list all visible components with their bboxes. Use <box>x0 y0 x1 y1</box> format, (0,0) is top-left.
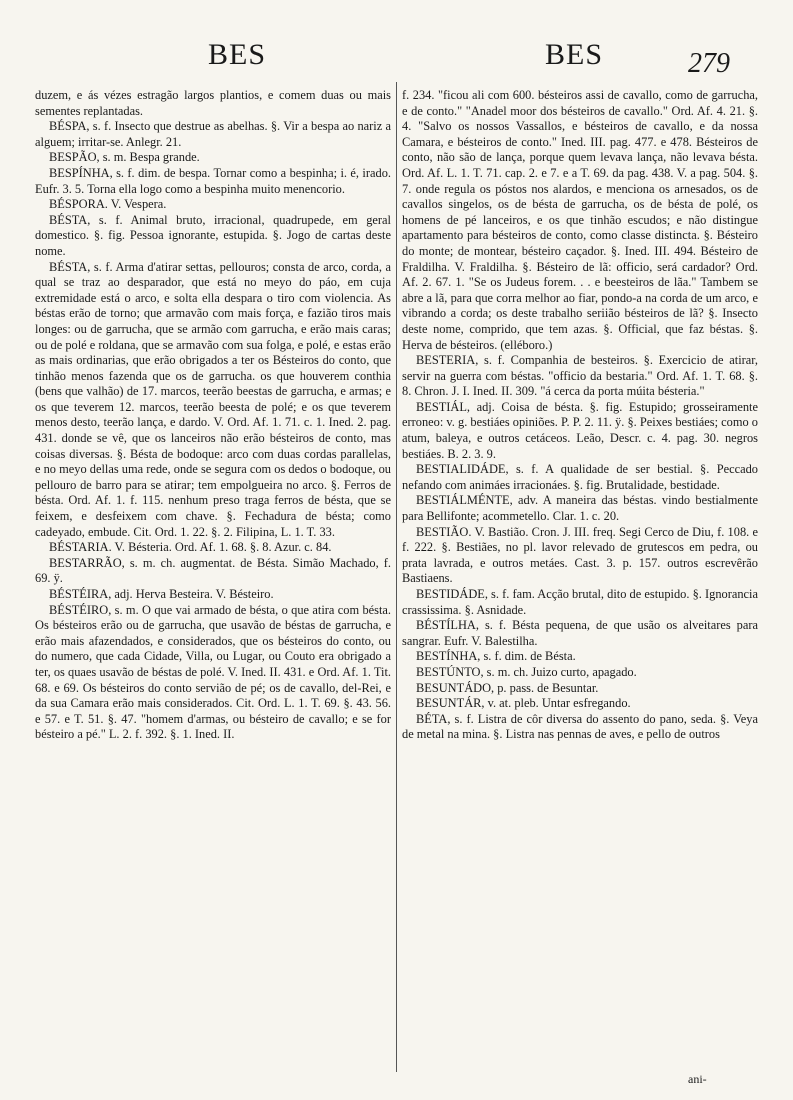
entry: BESTARRÃO, s. m. ch. augmentat. de Bésta. Simão Machado, f. 69. ÿ. <box>35 555 391 586</box>
entry: BESUNTÁR, v. at. pleb. Untar esfregando. <box>416 696 631 711</box>
entry: BÉSTA, s. f. Arma d'atirar settas, pellouros; consta de arco, corda, a qual se traz ao desparador, que está no meyo do páo, em cuja extremidade está o arco, e solta ella despara o tiro com violencia. As béstas erão de torno; que armavão com mais força, e fazião tiros mais longes: ou de garrucha, que se armão com garrucha, e erão mais caras; ou de polé e roldana, que se armavão com sua folga, e polé, e estas erão as mais ordinarias, que erão obrigados a ter os Bésteiros do conto, que tinhão menos fazenda que os de garrucha. os que houverem conthia (bens que valhão) de 17. marcos, teerão beestas de garrucha, e armas; e os que teverem 12. marcos, teerão beesta de polé; e os que teverem menos desto, teerão lança, e dardo. V. Ord. Af. 1. 71. c. 1. Ined. 2. pag. 431. donde se vê, que os lanceiros não erão bésteiros de conto, mas coisas diversas. §. Bésta de bodoque: arco com duas cordas parallelas, e no meyo dellas uma rede, onde se segura com os dedos o bodoque, ou pellouro de barro para se atirar; tem empolgueira no arco. §. Ferros de bésta. Ord. Af. 1. f. 115. nenhum preso traga ferros de bésta, que se feixem, e desfeixem com chave. §. Fechadura de bésta; como cadeyado, embude. Cit. Ord. 1. 22. §. 2. Filipina, L. 1. T. 33. <box>35 259 391 539</box>
entry: BESTIÁLMÉNTE, adv. A maneira das béstas. vindo bestialmente para Bellifonte; acommetello. Clar. 1. c. 20. <box>402 493 758 524</box>
entry: BÉSTA, s. f. Animal bruto, irracional, quadrupede, em geral domestico. §. fig. Pessoa ignorante, estupida. §. Jogo de cartas deste nome. <box>35 212 391 258</box>
entry: BESTIÃO. V. Bastião. Cron. J. III. freq. Segi Cerco de Diu, f. 108. e f. 222. §. Bestiães, no pl. lavor relevado de grutescos em pedra, ou prata lavrada, e outros metáes. Cast. 3. p. 157. outros escrevêrão Bastiaens. <box>402 524 758 586</box>
entry: BÉSTÍLHA, s. f. Bésta pequena, de que usão os alveitares para sangrar. Eufr. V. Balestilha. <box>402 618 758 648</box>
entry: BESTÚNTO, s. m. ch. Juizo curto, apagado. <box>416 664 637 679</box>
entry: BESTIDÁDE, s. f. fam. Acção brutal, dito de estupido. §. Ignorancia crassissima. §. Asnidade. <box>402 587 758 617</box>
entry: BÉSTARIA. V. Bésteria. Ord. Af. 1. 68. §. 8. Azur. c. 84. <box>49 540 332 555</box>
catchword: ani- <box>688 1072 707 1086</box>
right-running-head: BES <box>545 38 604 71</box>
entry: BÉTA, s. f. Listra de côr diversa do assento do pano, seda. §. Veya de metal na mina. §. Listra nas pennas de aves, e pello de outros <box>402 711 758 742</box>
entry: BESPÃO, s. m. Bespa grande. <box>49 150 200 165</box>
page-number: 279 <box>688 48 730 79</box>
entry: BESUNTÁDO, p. pass. de Besuntar. <box>416 680 599 695</box>
column-divider <box>396 82 397 1072</box>
left-running-head: BES <box>208 38 267 71</box>
entry: BESTERIA, s. f. Companhia de besteiros. §. Exercicio de atirar, servir na guerra com béstas. "officio da bestaria." Ord. Af. 1. T. 68. §. 8. Chron. J. I. Ined. II. 309. "á cerca da porta múita bésteria." <box>402 353 758 399</box>
entry: BESTIALIDÁDE, s. f. A qualidade de ser bestial. §. Peccado nefando com animáes irracionáes. §. fig. Brutalidade, bestidade. <box>402 462 758 492</box>
entry: BÉSPORA. V. Vespera. <box>49 197 167 212</box>
entry: BESTIÁL, adj. Coisa de bésta. §. fig. Estupido; grosseiramente erroneo: v. g. bestiáes opiniões. P. P. 2. 11. ÿ. §. Peixes bestiáes; como o atum, baleya, e outros cetáceos. Leão, Descr. c. 4. pag. 30. negros bestiáes. B. 2. 3. 9. <box>402 399 758 461</box>
entry: BÉSPA, s. f. Insecto que destrue as abelhas. §. Vir a bespa ao nariz a alguem; irritar-se. Anlegr. 21. <box>35 119 391 149</box>
entry: duzem, e ás vézes estragão largos plantios, e comem duas ou mais sementes replantadas. <box>35 88 391 118</box>
left-column <box>35 88 391 743</box>
entry: BESPÍNHA, s. f. dim. de bespa. Tornar como a bespinha; i. é, irado. Eufr. 3. 5. Torna ella logo como a bespinha muito menencorio. <box>35 165 391 196</box>
entry: BÉSTÉIRA, adj. Herva Besteira. V. Bésteiro. <box>49 587 274 601</box>
entry: f. 234. "ficou ali com 600. bésteiros assi de cavallo, como de garrucha, e de conto." "Anadel moor dos bésteiros de cavallo." Ord. Af. 4. 21. §. 4. "Salvo os nossos Vassallos, e bésteiros de cavallo, e da nossa Camara, e bésteiros de conto." Ined. III. pag. 477. e 478. Bésteiros de conto, não são de lança, porque quem levava lança, não levava bésta. Ord. Af. L. 1. T. 71. cap. 2. e 7. e a T. 69. da pag. 438. V. a pag. 504. §. 7. onde regula os póstos nos alardos, e menciona os arnesados, os de cavallos singelos, os de bésta de garrucha, os de bésta de polé, os homens de pé lanceiros, e os que tinhão escudos; e não distingue apartamento para bésteiros de conto, como classe distincta. §. Bésteiro do monte; de montear, bésteiro caçador. §. Ined. III. 494. Bésteiro de Fraldilha. V. Fraldilha. §. Bésteiro de lã: officio, será cardador? Ord. Af. 2. 67. 1. "Se os Judeus forem. . . e beesteiros de lãa." Tambem se abre a lã, para que corra melhor ao fiar, pondo-a na corda de um arco, e vibrando a corda; os deste trabalho seriião bésteiros de lã? §. Insecto deste nome, comprido, que tem azas. §. Official, que faz béstas. §. Herva de bésteiros. (elléboro.) <box>402 88 758 352</box>
right-column <box>402 88 758 743</box>
entry: BÉSTÉIRO, s. m. O que vai armado de bésta, o que atira com bésta. Os bésteiros erão ou de garrucha, que usavão de béstas de garrucha, e erão mais afazendados, e considerados, que os bésteiros do conto, ou do numero, que cada Cidade, Villa, ou Lugar, ou Couto era obrigado a ter, os quaes usavão de béstas de polé. V. Ined. II. 431. e Ord. Af. 1. Tit. 68. e 69. Os bésteiros do conto servião de pé; os de cavallo, del-Rei, e da sua Camara erão mais considerados. Cit. Ord. L. 1. T. 69. §. 43. 56. e 57. e T. 51. §. 47. "homem d'armas, ou bésteiro de cavallo; e se for bésteiro a pé." L. 2. f. 392. §. 1. Ined. II. <box>35 602 391 742</box>
entry: BESTÍNHA, s. f. dim. de Bésta. <box>416 649 576 664</box>
